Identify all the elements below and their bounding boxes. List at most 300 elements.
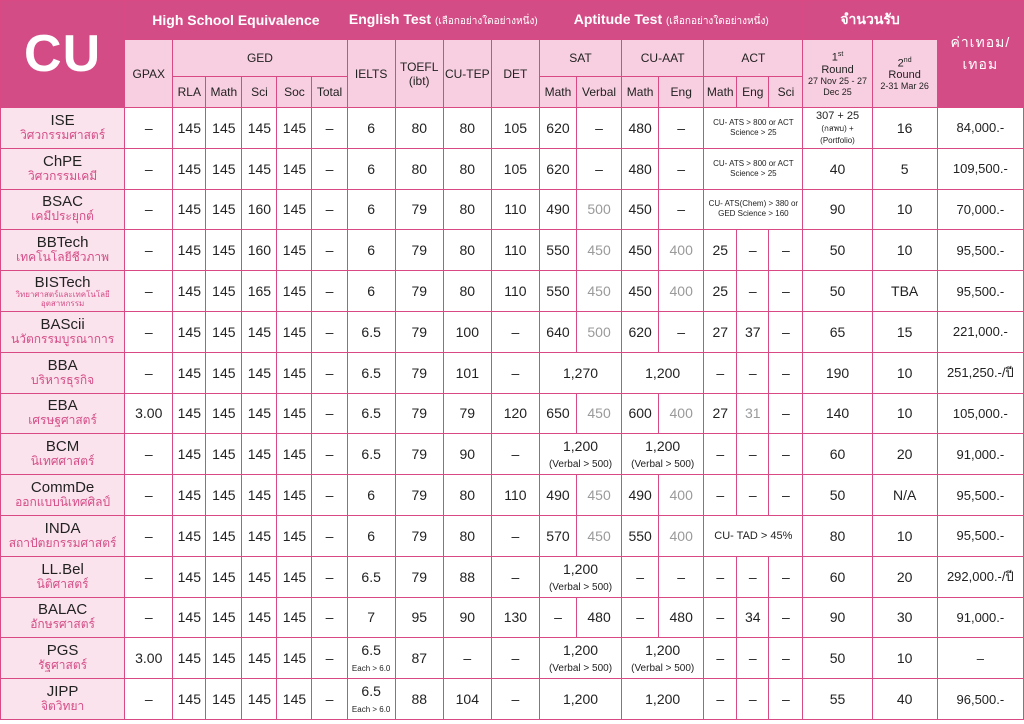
- cuaat-math-cell: 450: [622, 189, 659, 230]
- program-name: BCM นิเทศศาสตร์: [1, 434, 125, 475]
- cutep-cell: 104: [443, 679, 491, 720]
- ged-total-cell: –: [312, 311, 347, 352]
- ielts-cell: 6.5: [347, 352, 395, 393]
- sat-math-cell: 550: [539, 271, 576, 312]
- cuaat-eng-cell: –: [659, 108, 704, 149]
- cutep-cell: 80: [443, 230, 491, 271]
- gpax-cell: –: [125, 679, 173, 720]
- ged-total-cell: –: [312, 638, 347, 679]
- table-row: [1, 393, 1024, 434]
- cuaat-math-cell: 450: [622, 230, 659, 271]
- table-row: [1, 352, 1024, 393]
- act-math-cell: –: [704, 475, 737, 516]
- ged-sci-cell: 145: [242, 148, 277, 189]
- sat-verbal-cell: 500: [577, 311, 622, 352]
- act-math-cell: –: [704, 679, 737, 720]
- program-name: EBA เศรษฐศาสตร์: [1, 393, 125, 434]
- round2-quota-cell: TBA: [872, 271, 937, 312]
- fee-cell: 251,250.-/ปี: [937, 352, 1023, 393]
- ged-math-cell: 145: [206, 271, 242, 312]
- act-sci-cell: –: [769, 271, 803, 312]
- table-row: [1, 434, 1024, 475]
- round1-quota-cell: 60: [803, 434, 872, 475]
- fee-cell: 95,500.-: [937, 230, 1023, 271]
- act-sci-cell: –: [769, 352, 803, 393]
- ged-rla-cell: 145: [173, 189, 206, 230]
- toefl-cell: 87: [395, 638, 443, 679]
- cuaat-eng-cell: –: [659, 148, 704, 189]
- ged-rla-cell: 145: [173, 148, 206, 189]
- cuaat-math-cell: 480: [622, 108, 659, 149]
- table-row: [1, 230, 1024, 271]
- ged-total-cell: –: [312, 352, 347, 393]
- ged-sci-cell: 145: [242, 556, 277, 597]
- fee-cell: 292,000.-/ปี: [937, 556, 1023, 597]
- cuaat-math-cell: –: [622, 597, 659, 638]
- sat-math-cell: 490: [539, 189, 576, 230]
- cuaat-eng-cell: 400: [659, 271, 704, 312]
- fee-cell: 95,500.-: [937, 515, 1023, 556]
- gpax-cell: –: [125, 230, 173, 271]
- gpax-cell: –: [125, 108, 173, 149]
- ged-sci-cell: 145: [242, 108, 277, 149]
- cuaat-math-cell: 620: [622, 311, 659, 352]
- act-eng-cell: –: [737, 556, 769, 597]
- ged-sci-cell: 160: [242, 230, 277, 271]
- program-name: JIPP จิตวิทยา: [1, 679, 125, 720]
- round1-quota-cell: 40: [803, 148, 872, 189]
- cuaat-eng-cell: 400: [659, 515, 704, 556]
- det-cell: 130: [491, 597, 539, 638]
- det-cell: –: [491, 638, 539, 679]
- cutep-cell: 79: [443, 393, 491, 434]
- ged-math-cell: 145: [206, 189, 242, 230]
- ielts-cell: 6: [347, 515, 395, 556]
- toefl-cell: 95: [395, 597, 443, 638]
- act-math-cell: –: [704, 556, 737, 597]
- act-eng-cell: 31: [737, 393, 769, 434]
- ged-soc-cell: 145: [277, 311, 312, 352]
- round2-quota-cell: N/A: [872, 475, 937, 516]
- ged-rla-cell: 145: [173, 638, 206, 679]
- ged-soc-cell: 145: [277, 515, 312, 556]
- cutep-cell: 80: [443, 148, 491, 189]
- ged-math-cell: 145: [206, 475, 242, 516]
- sat-verbal-header: Verbal: [577, 77, 622, 108]
- ielts-header: IELTS: [347, 40, 395, 108]
- sat-verbal-cell: –: [577, 148, 622, 189]
- round1-quota-cell: 50: [803, 475, 872, 516]
- aptitude-test-header: Aptitude Test (เลือกอย่างใดอย่างหนึ่ง): [539, 1, 803, 40]
- program-name: BBA บริหารธุรกิจ: [1, 352, 125, 393]
- ged-rla-cell: 145: [173, 475, 206, 516]
- act-eng-cell: 34: [737, 597, 769, 638]
- round1-quota-cell: 55: [803, 679, 872, 720]
- ged-sci-cell: 145: [242, 434, 277, 475]
- ged-rla-cell: 145: [173, 311, 206, 352]
- program-name: BAScii นวัตกรรมบูรณาการ: [1, 311, 125, 352]
- table-row: [1, 148, 1024, 189]
- sat-math-cell: 620: [539, 148, 576, 189]
- sat-verbal-cell: 500: [577, 189, 622, 230]
- cuaat-cell: 1,200: [622, 679, 704, 720]
- sat-math-cell: 620: [539, 108, 576, 149]
- ged-total-cell: –: [312, 515, 347, 556]
- ielts-cell: 6.5: [347, 311, 395, 352]
- ged-rla-cell: 145: [173, 230, 206, 271]
- cutep-cell: 101: [443, 352, 491, 393]
- cuaat-math-cell: 480: [622, 148, 659, 189]
- fee-cell: 95,500.-: [937, 271, 1023, 312]
- ged-total-cell: –: [312, 189, 347, 230]
- ged-soc-cell: 145: [277, 434, 312, 475]
- ged-soc-cell: 145: [277, 108, 312, 149]
- cutep-cell: 80: [443, 475, 491, 516]
- gpax-cell: –: [125, 597, 173, 638]
- ged-soc-cell: 145: [277, 230, 312, 271]
- cuaat-eng-cell: 400: [659, 475, 704, 516]
- gpax-cell: 3.00: [125, 638, 173, 679]
- act-math-cell: –: [704, 638, 737, 679]
- ielts-cell: 6.5: [347, 556, 395, 597]
- det-cell: 105: [491, 108, 539, 149]
- det-cell: –: [491, 679, 539, 720]
- act-sci-cell: –: [769, 679, 803, 720]
- ged-soc-cell: 145: [277, 352, 312, 393]
- ged-sci-cell: 165: [242, 271, 277, 312]
- ged-soc-cell: 145: [277, 148, 312, 189]
- round1-quota-cell: 90: [803, 189, 872, 230]
- act-eng-cell: –: [737, 434, 769, 475]
- ged-soc-cell: 145: [277, 393, 312, 434]
- ged-total-cell: –: [312, 108, 347, 149]
- round2-header: 2nd Round 2-31 Mar 26: [872, 40, 937, 108]
- table-row: [1, 597, 1024, 638]
- ged-soc-cell: 145: [277, 271, 312, 312]
- toefl-cell: 79: [395, 189, 443, 230]
- ged-math-cell: 145: [206, 556, 242, 597]
- ged-math-cell: 145: [206, 597, 242, 638]
- ged-sci-cell: 145: [242, 597, 277, 638]
- cuaat-cell: 1,200: [622, 352, 704, 393]
- gpax-cell: –: [125, 311, 173, 352]
- act-sci-cell: –: [769, 311, 803, 352]
- ged-rla-cell: 145: [173, 556, 206, 597]
- sat-cell: 1,200: [539, 679, 621, 720]
- act-cell: CU- TAD > 45%: [704, 515, 803, 556]
- ged-math-header: Math: [206, 77, 242, 108]
- cuaat-eng-cell: –: [659, 189, 704, 230]
- cuaat-eng-cell: 400: [659, 393, 704, 434]
- program-name: BBTech เทคโนโลยีชีวภาพ: [1, 230, 125, 271]
- ged-sci-cell: 145: [242, 638, 277, 679]
- ged-math-cell: 145: [206, 638, 242, 679]
- fee-cell: 96,500.-: [937, 679, 1023, 720]
- ielts-cell: 6: [347, 271, 395, 312]
- program-name: BALAC อักษรศาสตร์: [1, 597, 125, 638]
- sat-math-cell: 640: [539, 311, 576, 352]
- ged-sci-cell: 145: [242, 311, 277, 352]
- gpax-cell: –: [125, 148, 173, 189]
- fee-cell: 105,000.-: [937, 393, 1023, 434]
- ged-math-cell: 145: [206, 679, 242, 720]
- ged-sci-header: Sci: [242, 77, 277, 108]
- cutep-cell: 90: [443, 434, 491, 475]
- round1-quota-cell: 190: [803, 352, 872, 393]
- ielts-cell: 7: [347, 597, 395, 638]
- ged-soc-cell: 145: [277, 679, 312, 720]
- sat-math-cell: 570: [539, 515, 576, 556]
- round2-quota-cell: 10: [872, 638, 937, 679]
- table-row: [1, 475, 1024, 516]
- act-sci-cell: –: [769, 230, 803, 271]
- det-cell: –: [491, 515, 539, 556]
- cuaat-math-cell: 450: [622, 271, 659, 312]
- ged-sci-cell: 160: [242, 189, 277, 230]
- table-row: [1, 638, 1024, 679]
- sat-verbal-cell: 450: [577, 230, 622, 271]
- round2-quota-cell: 10: [872, 393, 937, 434]
- round2-quota-cell: 20: [872, 556, 937, 597]
- ielts-cell: 6.5 Each > 6.0: [347, 638, 395, 679]
- fee-cell: 95,500.-: [937, 475, 1023, 516]
- det-cell: 120: [491, 393, 539, 434]
- sat-verbal-cell: 450: [577, 475, 622, 516]
- ged-math-cell: 145: [206, 515, 242, 556]
- det-cell: 110: [491, 189, 539, 230]
- cutep-cell: 80: [443, 515, 491, 556]
- cutep-cell: 80: [443, 108, 491, 149]
- ged-sci-cell: 145: [242, 352, 277, 393]
- toefl-cell: 79: [395, 352, 443, 393]
- act-eng-cell: –: [737, 352, 769, 393]
- fee-cell: 109,500.-: [937, 148, 1023, 189]
- ged-rla-cell: 145: [173, 271, 206, 312]
- sat-header: SAT: [539, 40, 621, 77]
- ged-total-cell: –: [312, 230, 347, 271]
- ielts-cell: 6.5: [347, 434, 395, 475]
- act-eng-cell: –: [737, 475, 769, 516]
- cuaat-math-cell: –: [622, 556, 659, 597]
- ielts-cell: 6: [347, 108, 395, 149]
- program-name: PGS รัฐศาสตร์: [1, 638, 125, 679]
- act-eng-cell: –: [737, 271, 769, 312]
- ged-math-cell: 145: [206, 393, 242, 434]
- round1-header: 1st Round 27 Nov 25 - 27 Dec 25: [803, 40, 872, 108]
- det-cell: 110: [491, 230, 539, 271]
- toefl-cell: 80: [395, 148, 443, 189]
- sat-math-cell: 550: [539, 230, 576, 271]
- ged-math-cell: 145: [206, 434, 242, 475]
- round1-quota-cell: 50: [803, 638, 872, 679]
- ged-total-cell: –: [312, 148, 347, 189]
- det-cell: –: [491, 556, 539, 597]
- table-row: [1, 515, 1024, 556]
- fee-cell: 221,000.-: [937, 311, 1023, 352]
- ged-total-cell: –: [312, 597, 347, 638]
- cuaat-math-cell: 600: [622, 393, 659, 434]
- cutep-cell: –: [443, 638, 491, 679]
- fee-cell: 70,000.-: [937, 189, 1023, 230]
- round1-quota-cell: 307 + 25 (กสพบ) + (Portfolio): [803, 108, 872, 149]
- hs-equivalence-header: High School Equivalence: [125, 1, 347, 40]
- act-cell: CU- ATS > 800 or ACT Science > 25: [704, 148, 803, 189]
- ged-sci-cell: 145: [242, 679, 277, 720]
- sat-math-cell: 650: [539, 393, 576, 434]
- sat-cell: 1,200 (Verbal > 500): [539, 638, 621, 679]
- ged-rla-cell: 145: [173, 434, 206, 475]
- ged-total-header: Total: [312, 77, 347, 108]
- toefl-cell: 79: [395, 515, 443, 556]
- cuaat-eng-cell: 400: [659, 230, 704, 271]
- ged-rla-cell: 145: [173, 597, 206, 638]
- ged-rla-cell: 145: [173, 393, 206, 434]
- act-math-cell: 27: [704, 393, 737, 434]
- act-math-cell: 27: [704, 311, 737, 352]
- act-eng-cell: –: [737, 638, 769, 679]
- ged-rla-cell: 145: [173, 515, 206, 556]
- toefl-cell: 80: [395, 108, 443, 149]
- fee-header: ค่าเทอม/ เทอม: [937, 1, 1023, 108]
- cuaat-eng-cell: –: [659, 556, 704, 597]
- table-row: [1, 556, 1024, 597]
- fee-cell: 91,000.-: [937, 597, 1023, 638]
- gpax-cell: –: [125, 556, 173, 597]
- act-sci-cell: –: [769, 434, 803, 475]
- round1-quota-cell: 140: [803, 393, 872, 434]
- ged-total-cell: –: [312, 475, 347, 516]
- ged-total-cell: –: [312, 271, 347, 312]
- det-cell: –: [491, 311, 539, 352]
- program-name: BSAC เคมีประยุกต์: [1, 189, 125, 230]
- cuaat-eng-cell: 480: [659, 597, 704, 638]
- ged-sci-cell: 145: [242, 475, 277, 516]
- program-name: CommDe ออกแบบนิเทศศิลป์: [1, 475, 125, 516]
- act-sci-cell: –: [769, 475, 803, 516]
- gpax-cell: –: [125, 352, 173, 393]
- gpax-cell: –: [125, 434, 173, 475]
- act-sci-cell: –: [769, 638, 803, 679]
- ged-rla-header: RLA: [173, 77, 206, 108]
- round2-quota-cell: 40: [872, 679, 937, 720]
- cuaat-header: CU-AAT: [622, 40, 704, 77]
- ged-soc-cell: 145: [277, 556, 312, 597]
- table-row: [1, 679, 1024, 720]
- ged-sci-cell: 145: [242, 393, 277, 434]
- ged-math-cell: 145: [206, 230, 242, 271]
- round1-quota-cell: 80: [803, 515, 872, 556]
- ged-math-cell: 145: [206, 108, 242, 149]
- ged-math-cell: 145: [206, 148, 242, 189]
- sat-verbal-cell: 480: [577, 597, 622, 638]
- act-header: ACT: [704, 40, 803, 77]
- act-eng-cell: –: [737, 230, 769, 271]
- ged-sci-cell: 145: [242, 515, 277, 556]
- sat-cell: 1,270: [539, 352, 621, 393]
- det-cell: 110: [491, 271, 539, 312]
- act-sci-cell: –: [769, 597, 803, 638]
- fee-cell: –: [937, 638, 1023, 679]
- ged-total-cell: –: [312, 679, 347, 720]
- gpax-cell: –: [125, 271, 173, 312]
- toefl-cell: 88: [395, 679, 443, 720]
- ged-soc-cell: 145: [277, 638, 312, 679]
- cutep-cell: 80: [443, 271, 491, 312]
- round2-quota-cell: 16: [872, 108, 937, 149]
- program-name: LL.Bel นิติศาสตร์: [1, 556, 125, 597]
- act-eng-cell: 37: [737, 311, 769, 352]
- fee-cell: 91,000.-: [937, 434, 1023, 475]
- fee-cell: 84,000.-: [937, 108, 1023, 149]
- ged-math-cell: 145: [206, 311, 242, 352]
- act-math-cell: 25: [704, 230, 737, 271]
- round1-quota-cell: 90: [803, 597, 872, 638]
- det-cell: 110: [491, 475, 539, 516]
- sat-verbal-cell: 450: [577, 393, 622, 434]
- round2-quota-cell: 20: [872, 434, 937, 475]
- toefl-cell: 79: [395, 475, 443, 516]
- gpax-cell: 3.00: [125, 393, 173, 434]
- act-sci-cell: –: [769, 393, 803, 434]
- ged-soc-cell: 145: [277, 597, 312, 638]
- ielts-cell: 6.5: [347, 393, 395, 434]
- round1-quota-cell: 65: [803, 311, 872, 352]
- act-math-cell: –: [704, 597, 737, 638]
- round2-quota-cell: 10: [872, 352, 937, 393]
- det-cell: –: [491, 434, 539, 475]
- act-math-cell: –: [704, 434, 737, 475]
- ged-soc-cell: 145: [277, 475, 312, 516]
- round2-quota-cell: 30: [872, 597, 937, 638]
- gpax-cell: –: [125, 475, 173, 516]
- toefl-cell: 79: [395, 271, 443, 312]
- sat-verbal-cell: –: [577, 108, 622, 149]
- round2-quota-cell: 10: [872, 189, 937, 230]
- ielts-cell: 6: [347, 148, 395, 189]
- sat-verbal-cell: 450: [577, 515, 622, 556]
- det-cell: 105: [491, 148, 539, 189]
- english-test-header: English Test (เลือกอย่างใดอย่างหนึ่ง): [347, 1, 539, 40]
- act-eng-cell: –: [737, 679, 769, 720]
- aat-eng-header: Eng: [659, 77, 704, 108]
- ielts-cell: 6: [347, 230, 395, 271]
- gpax-cell: –: [125, 515, 173, 556]
- toefl-cell: 79: [395, 434, 443, 475]
- cuaat-math-cell: 550: [622, 515, 659, 556]
- ged-math-cell: 145: [206, 352, 242, 393]
- cuaat-cell: 1,200 (Verbal > 500): [622, 434, 704, 475]
- act-cell: CU- ATS(Chem) > 380 or GED Science > 160: [704, 189, 803, 230]
- cutep-cell: 80: [443, 189, 491, 230]
- round1-quota-cell: 50: [803, 230, 872, 271]
- ged-total-cell: –: [312, 556, 347, 597]
- gpax-cell: –: [125, 189, 173, 230]
- round2-quota-cell: 5: [872, 148, 937, 189]
- aat-math-header: Math: [622, 77, 659, 108]
- act-math-header: Math: [704, 77, 737, 108]
- ged-soc-header: Soc: [277, 77, 312, 108]
- det-cell: –: [491, 352, 539, 393]
- cuaat-eng-cell: –: [659, 311, 704, 352]
- act-math-cell: –: [704, 352, 737, 393]
- program-name: ChPE วิศวกรรมเคมี: [1, 148, 125, 189]
- cuaat-math-cell: 490: [622, 475, 659, 516]
- ged-rla-cell: 145: [173, 679, 206, 720]
- table-row: [1, 271, 1024, 312]
- act-cell: CU- ATS > 800 or ACT Science > 25: [704, 108, 803, 149]
- program-name: BISTech วิทยาศาสตร์และเทคโนโลยีอุตสาหกรรม: [1, 271, 125, 312]
- toefl-header: TOEFL (ibt): [395, 40, 443, 108]
